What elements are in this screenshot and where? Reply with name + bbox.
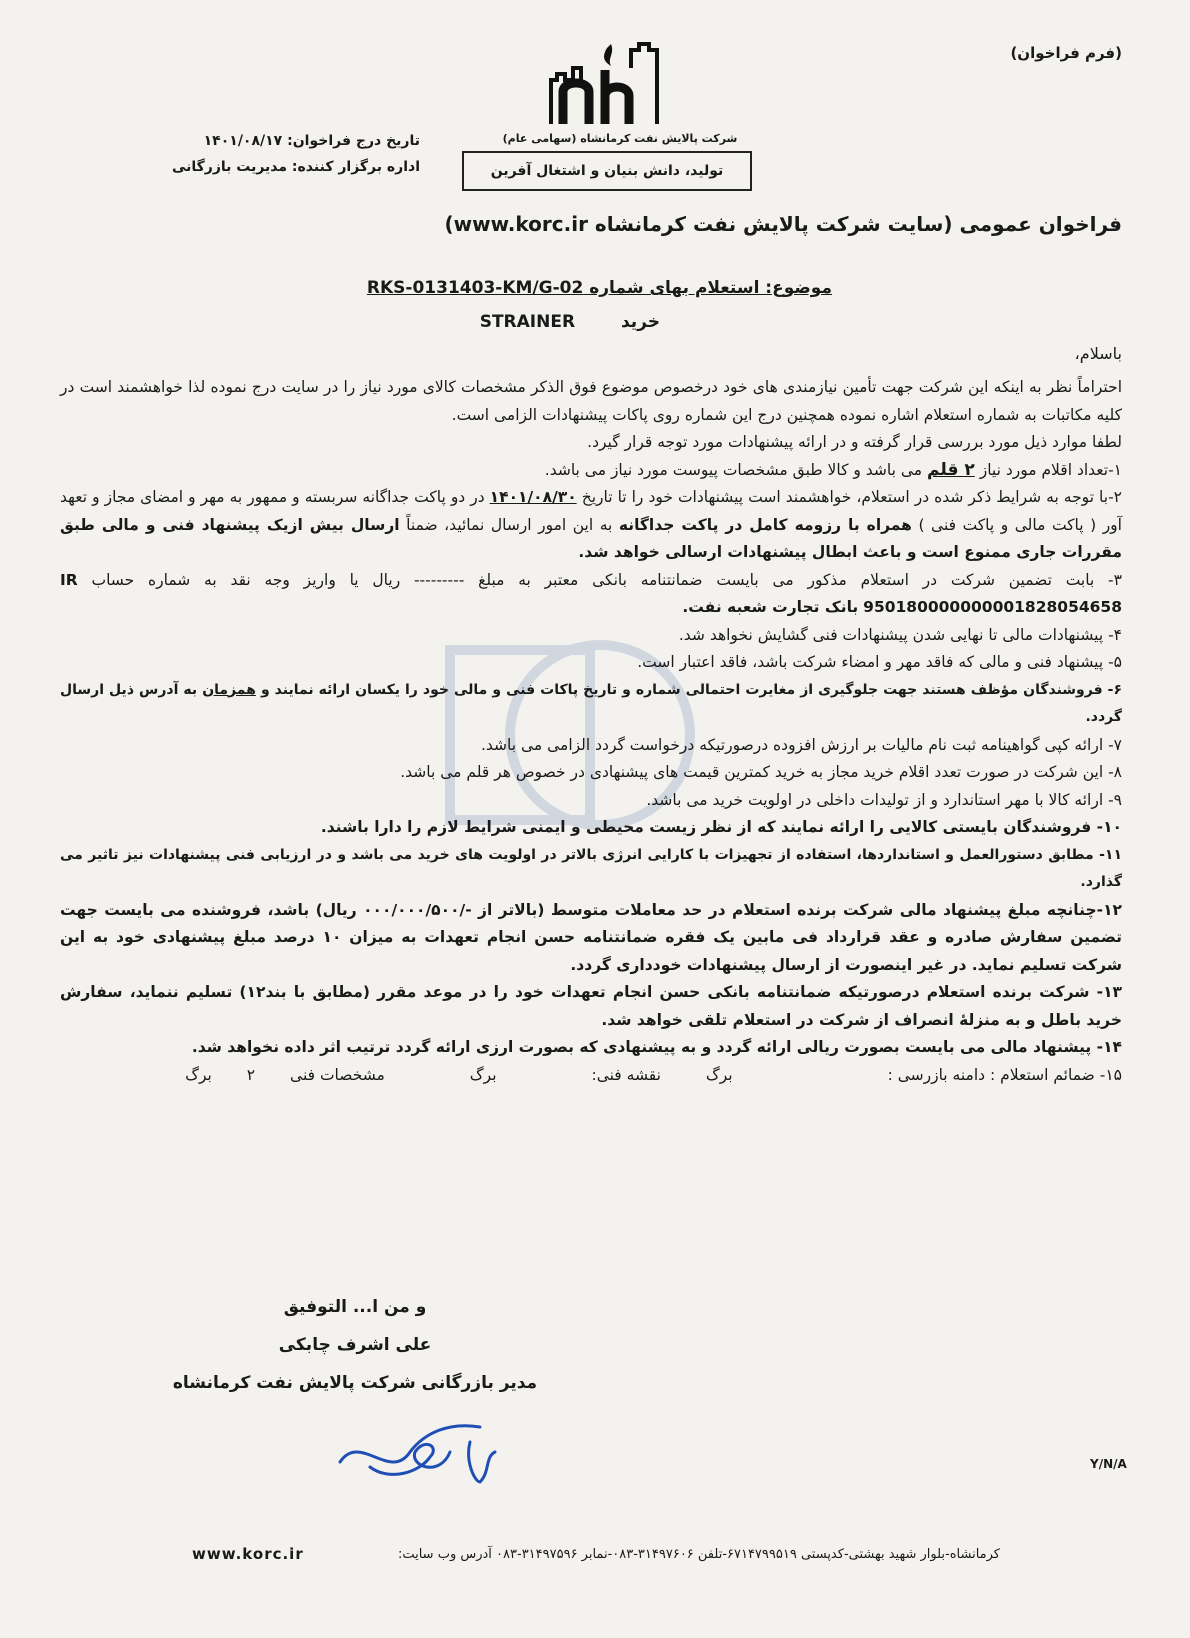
announcement-meta <box>120 128 420 180</box>
item-15: ۱۵- ضمائم استعلام : دامنه بازرسی : برگ نقشه فنی: برگ مشخصات فنی ۲ برگ <box>185 1065 1122 1084</box>
item-7: ۷- ارائه کپی گواهینامه ثبت نام مالیات بر ارزش افزوده درصورتیکه درخواست گردد الزامی می باشد. <box>480 735 1122 754</box>
yna-code: Y/N/A <box>1090 1457 1127 1471</box>
slogan-box: تولید، دانش بنیان و اشتغال آفرین <box>462 151 752 191</box>
item-1: ۱-تعداد اقلام مورد نیاز ۲ قلم می باشد و کالا طبق مشخصات پیوست مورد نیاز می باشد. <box>544 459 1122 480</box>
item-1-quantity: ۲ قلم <box>927 459 975 480</box>
document-title: فراخوان عمومی (سایت شرکت پالایش نفت کرمانشاه www.korc.ir) <box>444 212 1122 236</box>
intro-note: لطفا موارد ذیل مورد بررسی قرار گرفته و در ارائه پیشنهادات مورد توجه قرار گیرد. <box>587 433 1122 451</box>
company-name: شرکت پالایش نفت کرمانشاه (سهامی عام) <box>502 132 738 145</box>
form-label: (فرم فراخوان) <box>1010 44 1122 62</box>
item-14: ۱۴- پیشنهاد مالی می بایست بصورت ریالی ارائه گردد و به پیشنهادی که بصورت ارزی ارائه گردد ترتیب اثر داده نخواهد شد. <box>191 1038 1122 1056</box>
deadline-date: ۱۴۰۱/۰۸/۳۰ <box>489 488 577 506</box>
item-8: ۸- این شرکت در صورت تعدد اقلام خرید مجاز به خرید کمترین قیمت های پیشنهادی در خصوص هر قلم می باشد. <box>400 763 1122 781</box>
purchase-line <box>440 312 660 332</box>
organizer: اداره برگزار کننده: مدیریت بازرگانی <box>171 159 420 175</box>
item-11: ۱۱- مطابق دستورالعمل و استانداردها، استفاده از تجهیزات با کارایی انرژی بالاتر در اولویت های خرید می باشد و در ارزیابی فنی پیشنهادات نیز تاثیر می گذارد. <box>60 846 1122 890</box>
item-13: ۱۳- شرکت برنده استعلام درصورتیکه ضمانتنامه بانکی حسن انجام تعهدات خود را در موعد مقرر (مطابق با بند۱۲) تسلیم ننماید، سفارش خرید باطل و به منزلهٔ انصراف از شرکت در استعلام تلقی خواهد شد. <box>60 983 1122 1029</box>
item-10: ۱۰- فروشندگان بایستی کالایی را ارائه نمایند که از نظر زیست محیطی و ایمنی شرایط لازم را دارا باشند. <box>320 818 1122 836</box>
item-4: ۴- پیشنهادات مالی تا نهایی شدن پیشنهادات فنی گشایش نخواهد شد. <box>678 625 1122 644</box>
company-logo <box>545 40 665 126</box>
purchase-item: STRAINER <box>479 312 576 332</box>
footer-website-link[interactable]: www.korc.ir <box>192 1545 304 1563</box>
announcement-date: تاریخ درج فراخوان: ۱۴۰۱/۰۸/۱۷ <box>203 133 420 149</box>
subject-line: موضوع: استعلام بهای شماره RKS-0131403-KM/G-02 <box>366 278 832 298</box>
item-5: ۵- پیشنهاد فنی و مالی که فاقد مهر و امضاء شرکت باشد، فاقد اعتبار است. <box>637 653 1122 671</box>
intro-paragraph: احتراماً نظر به اینکه این شرکت جهت تأمین نیازمندی های خود درخصوص موضوع فوق الذکر مشخصات کالای مورد نیاز را در سایت درج نموده لذا خواهشمند است در کلیه مکاتبات به شماره استعلام اشاره نموده همچنین درج این شماره روی پاکات پیشنهادات الزامی است. <box>60 378 1122 424</box>
greeting: باسلام، <box>1074 344 1122 363</box>
purchase-label: خرید <box>620 312 660 332</box>
closing-phrase: و من ا... التوفیق <box>283 1297 427 1317</box>
footer-address: کرمانشاه-بلوار شهید بهشتی-کدپستی ۶۷۱۴۷۹۹۵۱۹-تلفن ۳۱۴۹۷۶۰۶-۰۸۳-نمابر ۳۱۴۹۷۵۹۶-۰۸۳ آدرس وب سایت: <box>397 1547 1000 1562</box>
bank-name: بانک تجارت شعبه نفت. <box>682 598 859 616</box>
item-6: ۶- فروشندگان مؤظف هستند جهت جلوگیری از مغایرت احتمالی شماره و تاریخ پاکات فنی و مالی خود را یکسان ارائه نمایند و همزمان به آدرس ذیل ارسال گردد. <box>60 681 1123 725</box>
signatory-position: مدیر بازرگانی شرکت پالایش نفت کرمانشاه <box>172 1373 538 1393</box>
item-12: ۱۲-چنانچه مبلغ پیشنهاد مالی شرکت برنده استعلام در حد معاملات متوسط (بالاتر از -/۰۰۰/۰۰۰/۵۰۰ ریال) باشد، فروشنده می بایست جهت تضمین سفارش صادره و عقد قرارداد فی مابین یک فقره ضمانتنامه حسن انجام تعهدات به میزان ۱۰ درصد مبلغ پیشنهادی خود به این شرکت تسلیم نماید. در غیر اینصورت از ارسال پیشنهادات خودداری گردد. <box>60 900 1122 974</box>
item-9: ۹- ارائه کالا با مهر استاندارد و از تولیدات داخلی در اولویت خرید می باشد. <box>646 790 1122 809</box>
item-3: ۳- بابت تضمین شرکت در استعلام مذکور می بایست ضمانتنامه بانکی معتبر به مبلغ --------- ریال یا واریز وجه نقد به شماره حساب IR 950180000000001828054658 بانک تجارت شعبه نفت. <box>60 570 1122 616</box>
closing-block <box>170 1288 540 1402</box>
document-body <box>60 374 1122 1089</box>
signatory-name: علی اشرف چابکی <box>278 1335 432 1355</box>
handwritten-signature-icon <box>330 1412 510 1492</box>
bank-account: IR 950180000000001828054658 <box>60 570 1122 616</box>
item-2: ۲-با توجه به شرایط ذکر شده در استعلام، خواهشمند است پیشنهادات خود را تا تاریخ ۱۴۰۱/۰۸/۳۰ در دو پاکت جداگانه سربسته و ممهور به مهر و امضای مجاز و تعهد آور ( پاکت مالی و پاکت فنی ) همراه با رزومه کامل در پاکت جداگانه به این امور ارسال نمائید، ضمناً ارسال بیش ازیک پیشنهاد فنی و مالی طبق مقررات جاری ممنوع است و باعث ابطال پیشنهادات ارسالی خواهد شد. <box>60 488 1122 561</box>
